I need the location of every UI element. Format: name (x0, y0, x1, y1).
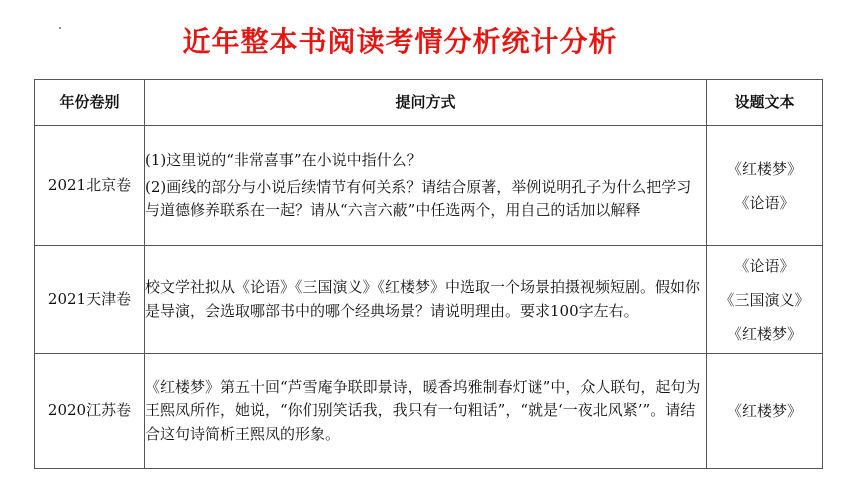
question-text: (1)这里说的“非常喜事”在小说中指什么？ (145, 150, 422, 169)
question-cell (145, 246, 707, 354)
table-row (35, 354, 823, 469)
source-text-cell (707, 126, 823, 246)
source-text: 《红楼梦》 (726, 402, 802, 420)
header-year: 年份卷别 (35, 80, 145, 126)
question-text: 《红楼梦》第五十回“芦雪庵争联即景诗，暖香坞雅制春灯谜”中，众人联句，起句为王熙凤所作，她说，“你们别笑话我，我只有一句粗话”，“就是‘一夜北风紧’”。请结合这句诗简析王熙凤的形象。 (145, 378, 701, 443)
question-text: 校文学社拟从《论语》《三国演义》《红楼梦》中选取一个场景拍摄视频短剧。假如你是导演，会选取哪部书中的哪个经典场景？请说明理由。要求100字左右。 (145, 278, 701, 320)
source-text: 《红楼梦》 (726, 324, 802, 343)
source-text: 《红楼梦》 (726, 159, 802, 178)
year-cell: 2021天津卷 (35, 246, 145, 354)
table-header-row (35, 80, 823, 126)
source-text-cell (707, 354, 823, 469)
question-text: (2)画线的部分与小说后续情节有何关系？请结合原著，举例说明孔子为什么把学习与道德修养联系在一起？请从“六言六蔽”中任选两个，用自己的话加以解释 (145, 177, 692, 220)
header-text: 设题文本 (707, 80, 823, 126)
source-text: 《三国演义》 (719, 290, 810, 309)
table-row (35, 126, 823, 246)
question-cell (145, 354, 707, 469)
page-title: 近年整本书阅读考情分析统计分析 (182, 25, 618, 58)
year-cell: 2021北京卷 (35, 126, 145, 246)
source-text-cell (707, 246, 823, 354)
question-cell (145, 126, 707, 246)
header-question: 提问方式 (145, 80, 707, 126)
source-text: 《论语》 (734, 256, 795, 275)
table-row (35, 246, 823, 354)
exam-analysis-table (34, 79, 823, 469)
year-cell: 2020江苏卷 (35, 354, 145, 469)
source-text: 《论语》 (734, 193, 795, 212)
